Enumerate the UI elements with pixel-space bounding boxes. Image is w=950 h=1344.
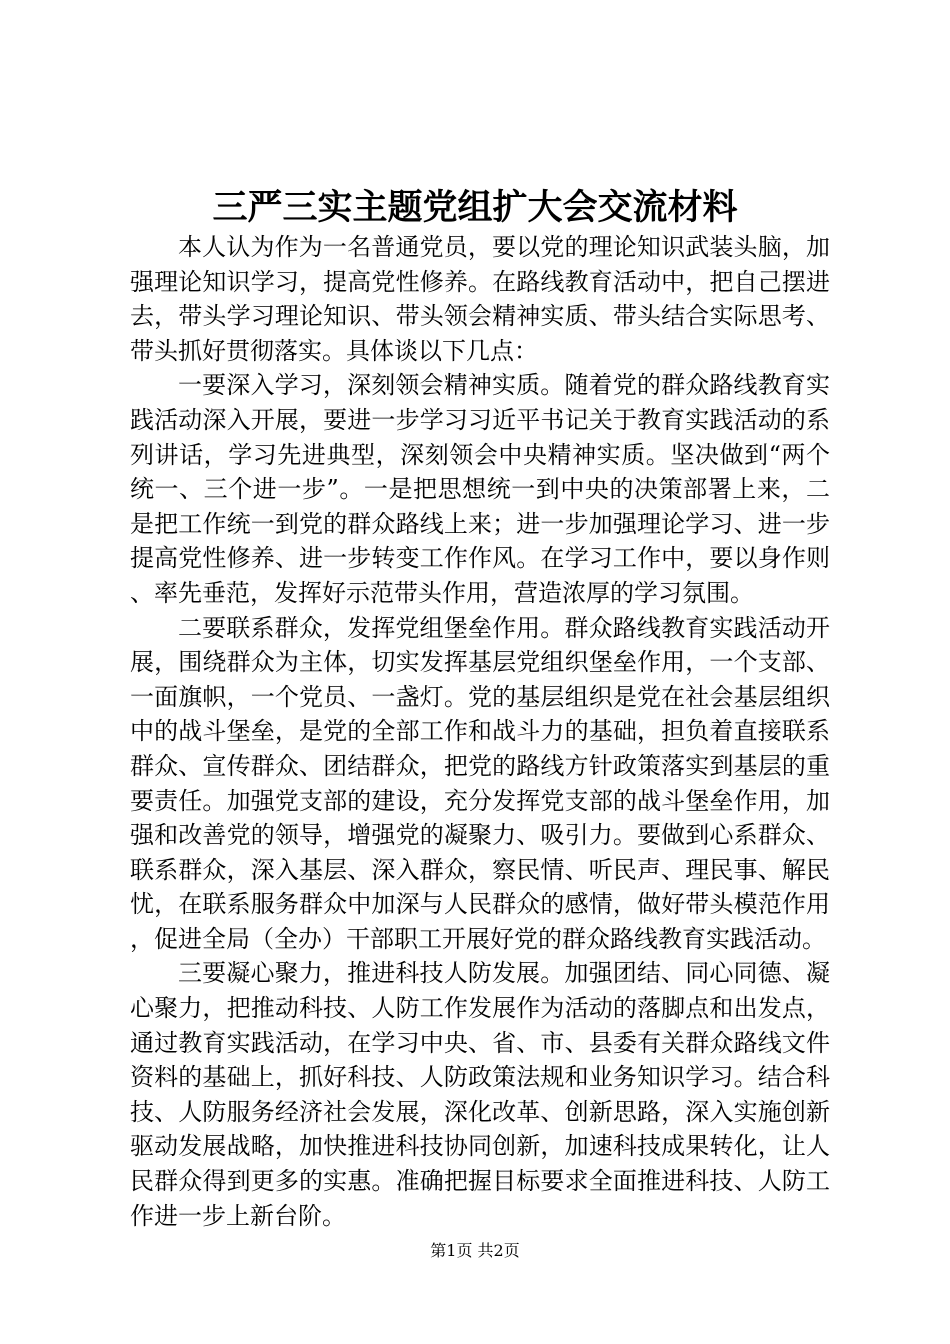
document-body [130,230,830,1233]
paragraph-point-three: 三要凝心聚力，推进科技人防发展。加强团结、同心同德、凝心聚力，把推动科技、人防工作发展作为活动的落脚点和出发点，通过教育实践活动，在学习中央、省、市、县委有关群众路线文件资料的基础上，抓好科技、人防政策法规和业务知识学习。结合科技、人防服务经济社会发展，深化改革、创新思路，深入实施创新驱动发展战略，加快推进科技协同创新，加速科技成果转化，让人民群众得到更多的实惠。准确把握目标要求全面推进科技、人防工作进一步上新台阶。 [130,959,830,1230]
document-title: 三严三实主题党组扩大会交流材料 [212,187,738,228]
page-number-footer: 第1页 共2页 [430,1241,520,1260]
paragraph-point-one: 一要深入学习，深刻领会精神实质。随着党的群众路线教育实践活动深入开展，要进一步学习习近平书记关于教育实践活动的系列讲话，学习先进典型，深刻领会中央精神实质。坚决做到“两个统一、三个进一步”。一是把思想统一到中央的决策部署上来，二是把工作统一到党的群众路线上来；进一步加强理论学习、进一步提高党性修养、进一步转变工作作风。在学习工作中，要以身作则、率先垂范，发挥好示范带头作用，营造浓厚的学习氛围。 [130,371,830,607]
paragraph-intro: 本人认为作为一名普通党员，要以党的理论知识武装头脑，加强理论知识学习，提高党性修养。在路线教育活动中，把自己摆进去，带头学习理论知识、带头领会精神实质、带头结合实际思考、带头抓好贯彻落实。具体谈以下几点： [130,233,830,365]
paragraph-point-two: 二要联系群众，发挥党组堡垒作用。群众路线教育实践活动开展，围绕群众为主体，切实发挥基层党组织堡垒作用，一个支部、一面旗帜，一个党员、一盏灯。党的基层组织是党在社会基层组织中的战斗堡垒，是党的全部工作和战斗力的基础，担负着直接联系群众、宣传群众、团结群众，把党的路线方针政策落实到基层的重要责任。加强党支部的建设，充分发挥党支部的战斗堡垒作用，加强和改善党的领导，增强党的凝聚力、吸引力。要做到心系群众、联系群众，深入基层、深入群众，察民情、听民声、理民事、解民忧，在联系服务群众中加深与人民群众的感情，做好带头模范作用，促进全局（全办）干部职工开展好党的群众路线教育实践活动。 [130,613,830,953]
